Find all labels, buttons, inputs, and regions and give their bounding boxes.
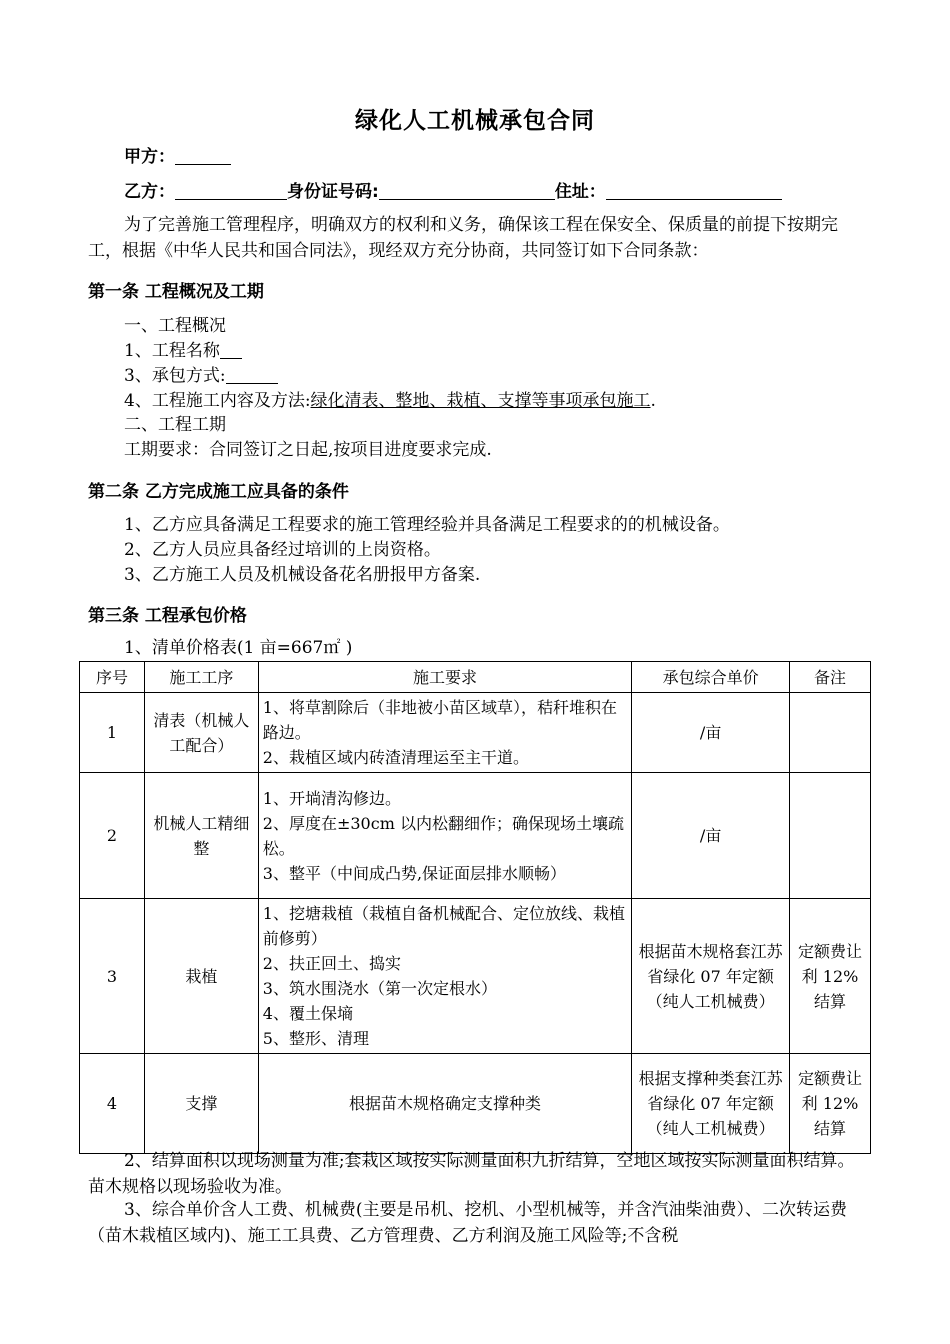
row-requirement: 根据苗木规格确定支撑种类: [258, 1054, 631, 1154]
intro-paragraph: 为了完善施工管理程序，明确双方的权利和义务，确保该工程在保安全、保质量的前提下按期完工，根据《中华人民共和国合同法》，现经双方充分协商，共同签订如下合同条款：: [88, 215, 838, 261]
table-row: [80, 899, 871, 1054]
table-row: [80, 1054, 871, 1154]
table-header-row: [80, 662, 871, 693]
row-note: 定额费让利 12%结算: [790, 1054, 871, 1154]
condition-item-2: 2、乙方人员应具备经过培训的上岗资格。: [124, 540, 441, 560]
row-requirement: [258, 773, 631, 899]
requirement-line: 3、筑水围浇水（第一次定根水）: [262, 979, 497, 998]
requirement-line: 1、挖塘栽植（栽植自备机械配合、定位放线、栽植前修剪）: [262, 904, 625, 948]
requirement-line: 5、整形、清理: [262, 1029, 369, 1048]
condition-item-1: 1、乙方应具备满足工程要求的施工管理经验并具备满足工程要求的的机械设备。: [124, 515, 730, 535]
article1-heading: 第一条 工程概况及工期: [88, 282, 264, 302]
party-b-label: 乙方：: [124, 182, 175, 202]
contract-method-label: 3、承包方式:: [124, 366, 226, 386]
id-number-blank: [379, 181, 555, 200]
table-row: [80, 773, 871, 899]
party-b-blank: [175, 181, 287, 200]
row-process: 机械人工精细整: [144, 773, 258, 899]
row-process: 支撑: [144, 1054, 258, 1154]
requirement-line: 2、扶正回土、捣实: [262, 954, 401, 973]
contract-method-line: [124, 365, 278, 387]
col-header-process: 施工工序: [144, 662, 258, 693]
col-header-no: 序号: [80, 662, 145, 693]
period-label: 二、工程工期: [124, 415, 226, 435]
address-blank: [606, 181, 782, 200]
row-no: 2: [80, 773, 145, 899]
project-name-label: 1、工程名称: [124, 341, 220, 361]
requirement-line: 1、将草割除后（非地被小苗区域草），秸秆堆积在路边。: [262, 698, 617, 742]
article3-heading: 第三条 工程承包价格: [88, 606, 247, 626]
table-row: [80, 693, 871, 773]
row-no: 3: [80, 899, 145, 1054]
construction-content-line: [124, 390, 656, 412]
row-requirement: [258, 899, 631, 1054]
party-a-line: [124, 146, 231, 168]
requirement-line: 3、整平（中间成凸势,保证面层排水顺畅）: [262, 863, 567, 883]
col-header-note: 备注: [790, 662, 871, 693]
settlement-paragraph: 2、结算面积以现场测量为准;套栽区域按实际测量面积九折结算，空地区域按实际测量面积结算。苗木规格以现场验收为准。: [88, 1151, 855, 1197]
unit-price-paragraph: 3、综合单价含人工费、机械费(主要是吊机、挖机、小型机械等，并含汽油柴油费）、二次转运费（苗木栽植区域内)、施工工具费、乙方管理费、乙方利润及施工风险等;不含税: [88, 1200, 847, 1246]
period-requirement: 工期要求：合同签订之日起,按项目进度要求完成.: [124, 440, 492, 460]
row-price: /亩: [632, 773, 790, 899]
project-name-line: [124, 340, 242, 362]
row-no: 1: [80, 693, 145, 773]
construction-content-label: 4、工程施工内容及方法:: [124, 391, 311, 411]
contract-method-blank: [226, 365, 278, 384]
row-note: 定额费让利 12%结算: [790, 899, 871, 1054]
row-note: [790, 693, 871, 773]
requirement-line: 1、开埫清沟修边。: [262, 788, 401, 808]
row-requirement: [258, 693, 631, 773]
row-process: 清表（机械人工配合）: [144, 693, 258, 773]
requirement-line: 2、厚度在±30cm 以内松翻细作；确保现场土壤疏松。: [262, 813, 624, 858]
col-header-requirement: 施工要求: [258, 662, 631, 693]
row-price: /亩: [632, 693, 790, 773]
requirement-line: 2、栽植区域内砖渣清理运至主干道。: [262, 748, 529, 767]
document-title: 绿化人工机械承包合同: [355, 108, 595, 134]
party-a-label: 甲方：: [124, 147, 175, 167]
article2-heading: 第二条 乙方完成施工应具备的条件: [88, 482, 349, 502]
construction-content-period: .: [650, 391, 656, 411]
row-price: 根据支撑种类套江苏省绿化 07 年定额（纯人工机械费）: [632, 1054, 790, 1154]
overview-label: 一、工程概况: [124, 316, 226, 336]
row-note: [790, 773, 871, 899]
price-table: [79, 661, 871, 1154]
row-no: 4: [80, 1054, 145, 1154]
address-label: 住址：: [554, 182, 606, 202]
project-name-blank: [220, 340, 242, 359]
condition-item-3: 3、乙方施工人员及机械设备花名册报甲方备案.: [124, 565, 481, 585]
row-process: 栽植: [144, 899, 258, 1054]
id-number-label: 身份证号码:: [287, 182, 379, 202]
col-header-price: 承包综合单价: [632, 662, 790, 693]
party-b-line: [124, 181, 782, 203]
row-price: 根据苗木规格套江苏省绿化 07 年定额（纯人工机械费）: [632, 899, 790, 1054]
price-table-caption: 1、清单价格表(1 亩=667㎡ ): [124, 638, 353, 658]
construction-content-value: 绿化清表、整地、栽植、支撑等事项承包施工: [310, 391, 651, 411]
requirement-line: 4、覆土保墒: [262, 1004, 353, 1023]
party-a-blank: [175, 146, 231, 165]
